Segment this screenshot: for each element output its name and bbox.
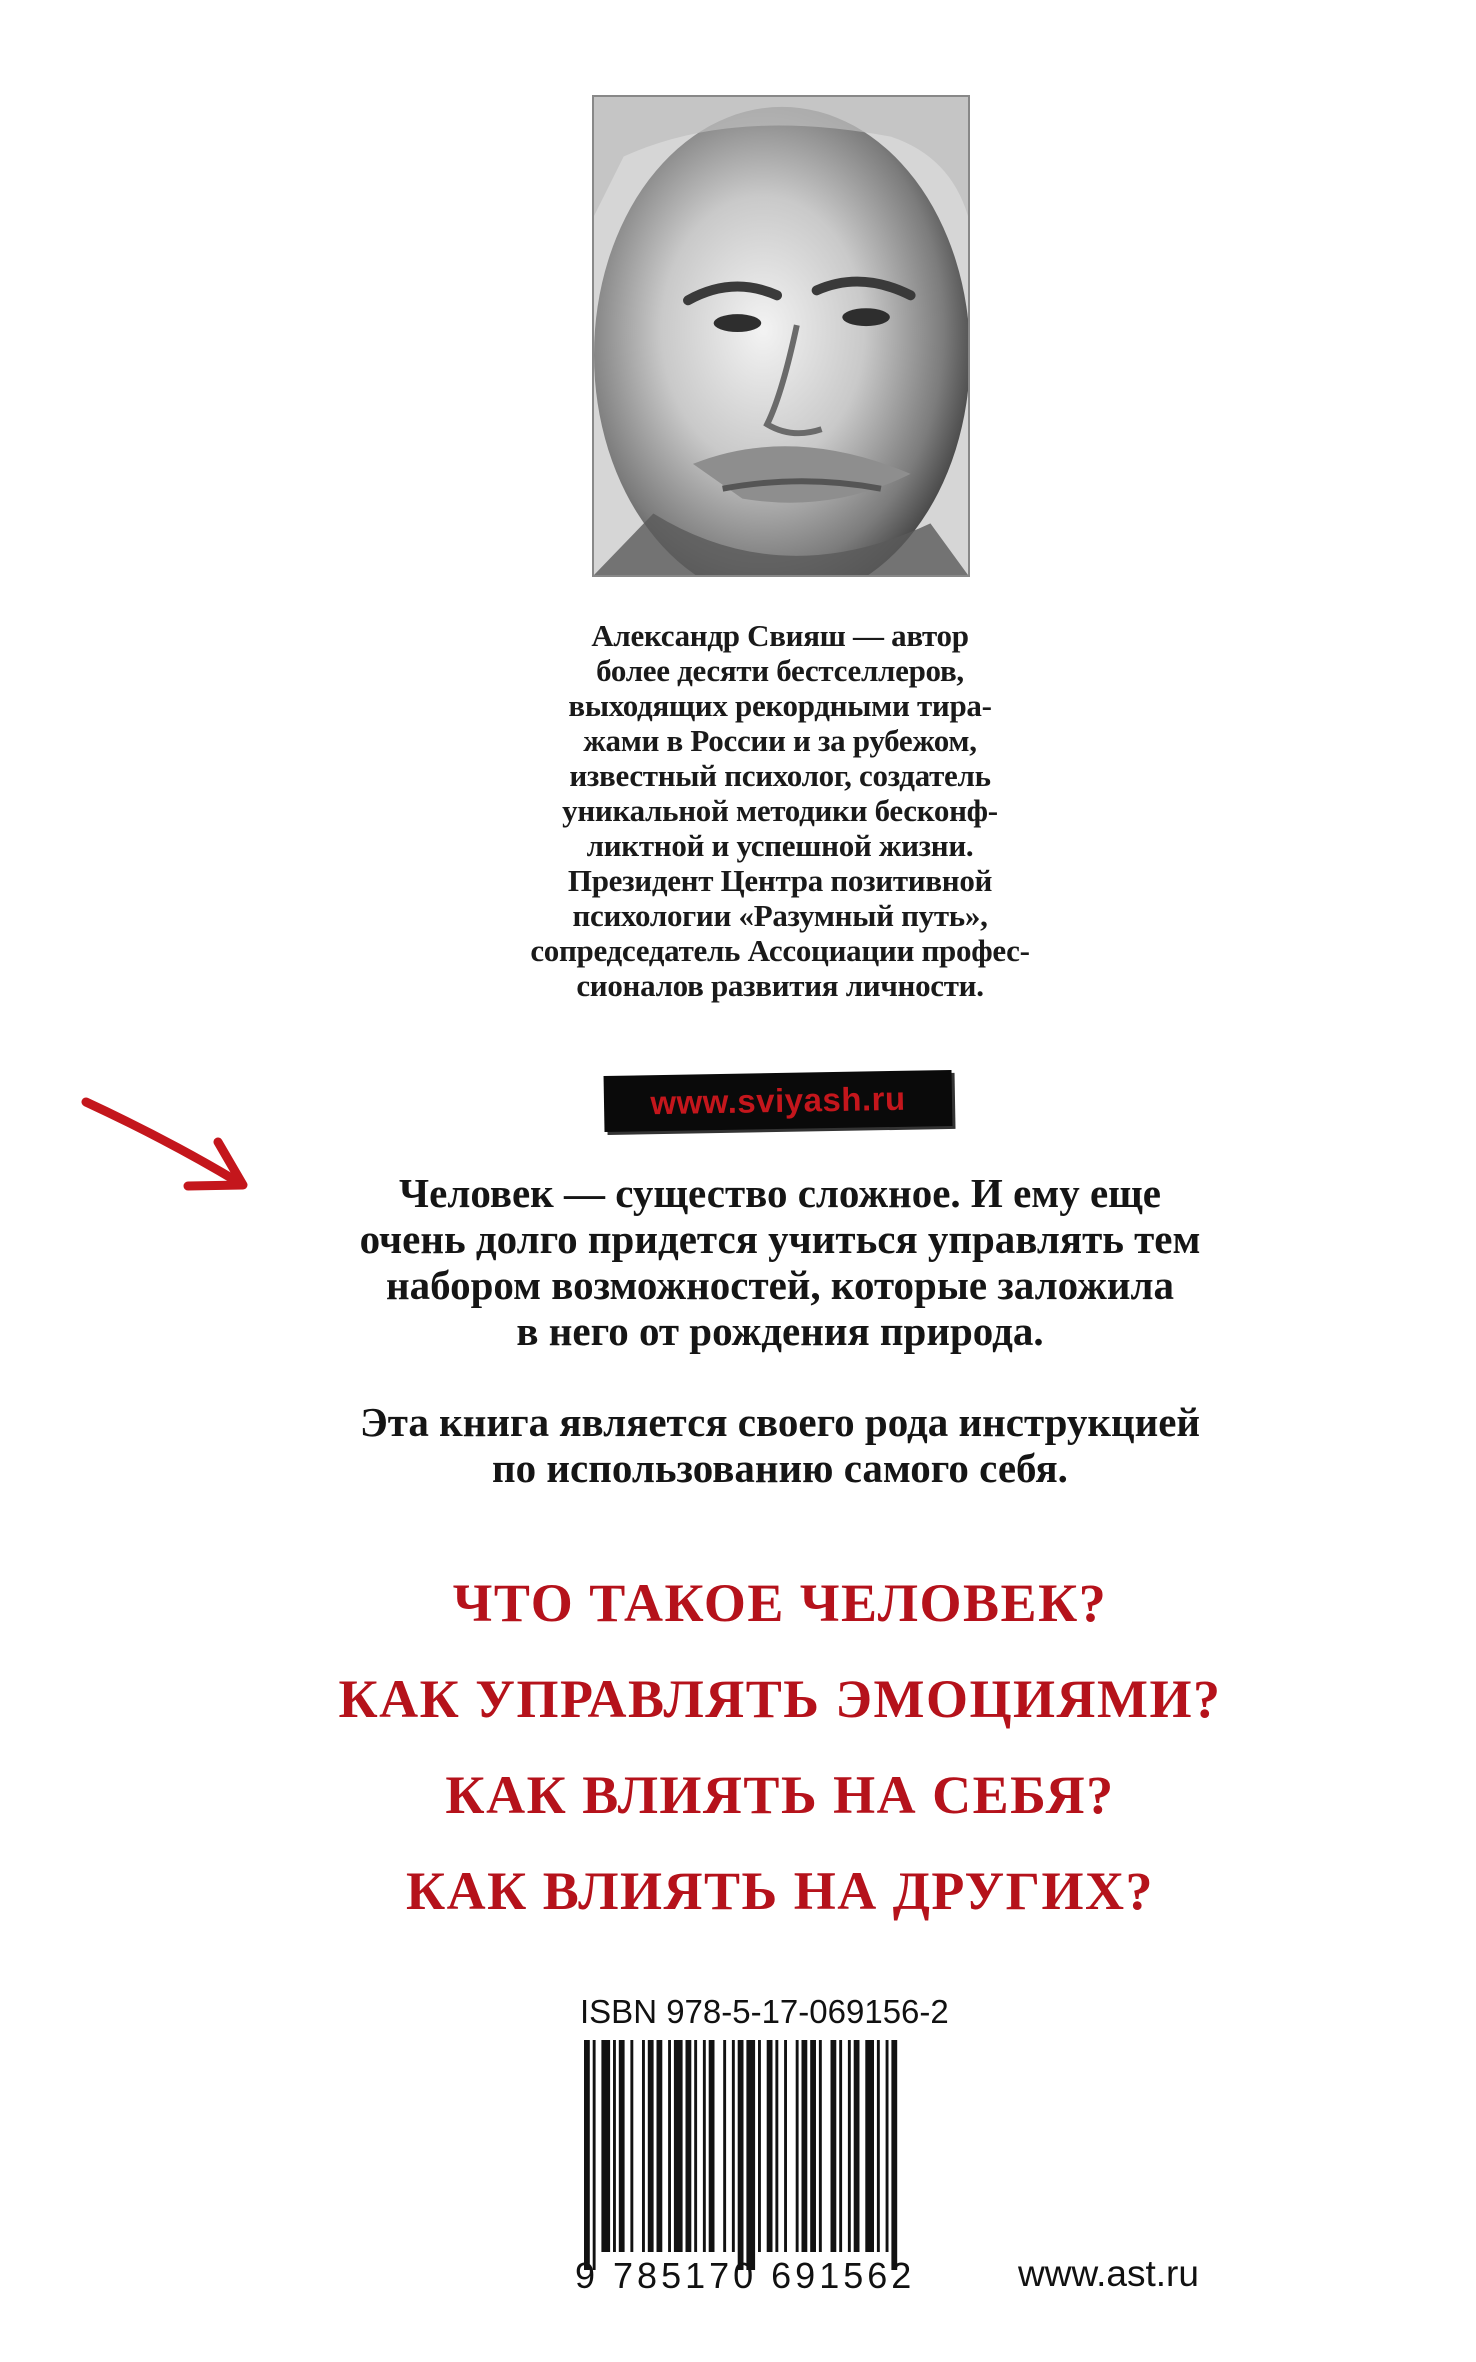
bio-line: сионалов развития личности. [576,968,984,1003]
barcode-bar [648,2040,654,2252]
barcode-bar [784,2040,787,2252]
arrow-pointer-icon [78,1090,258,1200]
question-heading: КАК ВЛИЯТЬ НА СЕБЯ? [445,1765,1115,1825]
barcode-bar [694,2040,697,2252]
barcode-bar [686,2040,692,2252]
description-line: очень долго придется учиться управлять тем [359,1216,1201,1262]
barcode-bar [848,2040,851,2252]
bio-line: известный психолог, создатель [569,758,991,793]
barcode-bar [619,2040,625,2252]
question-heading: КАК ВЛИЯТЬ НА ДРУГИХ? [405,1861,1154,1921]
barcode-bar [886,2040,889,2252]
barcode-bar [802,2040,808,2252]
barcode-bar [723,2040,726,2252]
barcode-bar [709,2040,715,2252]
barcode-bar [593,2040,596,2270]
description-line: в него от рождения природа. [516,1308,1044,1354]
question-heading: ЧТО ТАКОЕ ЧЕЛОВЕК? [452,1573,1108,1633]
bio-line: выходящих рекордными тира- [568,688,992,723]
author-photo [592,95,970,577]
bio-line: Александр Свияш — автор [591,618,969,653]
barcode-bar [891,2040,897,2270]
barcode-icon [580,2040,975,2270]
author-website-link[interactable]: www.sviyash.ru [650,1079,906,1122]
description-line: набором возможностей, которые заложила [386,1262,1174,1308]
barcode-bar [746,2040,755,2270]
bio-line: уникальной методики бесконф- [562,793,998,828]
description-line: Человек — существо сложное. И ему еще [399,1170,1161,1216]
book-description [300,1170,1260,1536]
barcode-bar [810,2040,816,2252]
barcode-bar [877,2040,880,2252]
barcode-bar [703,2040,706,2252]
bio-line: жами в России и за рубежом, [583,723,977,758]
description-line: по использованию самого себя. [492,1445,1068,1491]
barcode-bar [601,2040,610,2252]
bio-line: Президент Центра позитивной [567,863,993,898]
barcode-digits: 9 785170 691562 [575,2255,916,2296]
barcode-bar [668,2040,671,2252]
author-bio [470,618,1090,1003]
publisher-website-link[interactable]: www.ast.ru [1018,2253,1199,2294]
bio-line: более десяти бестселлеров, [596,653,964,688]
barcode-bar [775,2040,778,2252]
barcode-bar [584,2040,590,2270]
description-paragraph [300,1399,1260,1491]
barcode-bar [854,2040,860,2252]
bio-line: ликтной и успешной жизни. [586,828,974,863]
barcode-bar [865,2040,874,2252]
barcode-bar [796,2040,799,2252]
barcode-bar [758,2040,761,2252]
barcode-bar [767,2040,773,2252]
barcode-bar [630,2040,633,2252]
author-portrait-icon [594,97,968,575]
barcode-bar [657,2040,663,2252]
isbn-label: ISBN 978-5-17-069156-2 [580,1993,949,2030]
question-heading: КАК УПРАВЛЯТЬ ЭМОЦИЯМИ? [338,1669,1222,1729]
bio-line: сопредседатель Ассоциации профес- [530,933,1030,968]
barcode-bar [738,2040,744,2270]
bio-line: психологии «Разумный путь», [572,898,988,933]
barcode-bar [732,2040,735,2252]
barcode-bar [839,2040,842,2252]
barcode-bar [819,2040,822,2252]
barcode-bar [831,2040,837,2252]
description-paragraph [300,1170,1260,1354]
author-website-badge[interactable] [604,1070,953,1132]
barcode-bar [642,2040,645,2252]
barcode-bar [674,2040,683,2252]
description-line: Эта книга является своего рода инструкцией [359,1399,1201,1445]
questions-list [300,1555,1260,1939]
barcode-bar [613,2040,616,2252]
